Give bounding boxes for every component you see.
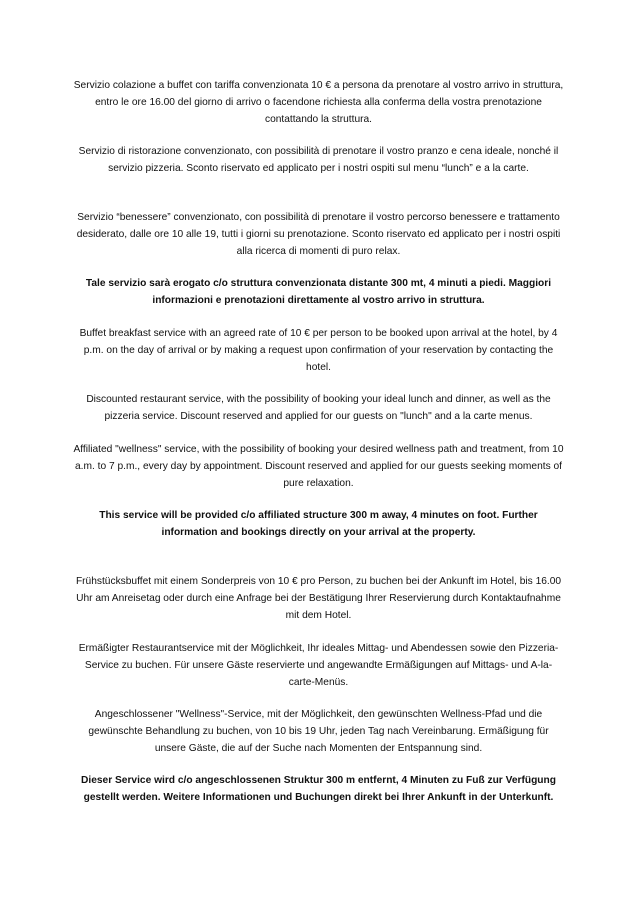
paragraph-it-restaurant: Servizio di ristorazione convenzionato, con possibilità di prenotare il vostro pranzo e cena ideale, nonché il servizio pizzeria. Sconto riservato ed applicato per i nostri ospiti sul menu “lunch” e a la carte. [78, 146, 559, 174]
paragraph-de-notice: Dieser Service wird c/o angeschlossenen Struktur 300 m entfernt, 4 Minuten zu Fuß zur Verfügung gestellt werden. Weitere Informationen und Buchungen direkt bei Ihrer Ankunft in der Unterkunft. [81, 775, 556, 803]
paragraph-de-restaurant: Ermäßigter Restaurantservice mit der Möglichkeit, Ihr ideales Mittag- und Abendessen sowie den Pizzeria-Service zu buchen. Für unsere Gäste reservierte und angewandte Ermäßigungen auf Mittags- und A-la-carte-Menüs. [78, 643, 559, 688]
paragraph-it-wellness: Servizio “benessere” convenzionato, con possibilità di prenotare il vostro percorso benessere e trattamento desiderato, dalle ore 10 alle 19, tutti i giorni su prenotazione. Sconto riservato ed applicato per i nostri ospiti alla ricerca di momenti di puro relax. [76, 212, 561, 257]
paragraph-en-wellness: Affiliated "wellness" service, with the possibility of booking your desired wellness path and treatment, from 10 a.m. to 7 p.m., every day by appointment. Discount reserved and applied for our guests seeking moments of pure relaxation. [73, 444, 564, 489]
paragraph-de-breakfast: Frühstücksbuffet mit einem Sonderpreis von 10 € pro Person, zu buchen bei der Ankunft im Hotel, bis 16.00 Uhr am Anreisetag oder durch eine Anfrage bei der Bestätigung Ihrer Reservierung durch Kontaktaufnahme mit dem Hotel. [75, 576, 562, 621]
paragraph-it-breakfast: Servizio colazione a buffet con tariffa convenzionata 10 € a persona da prenotare al vostro arrivo in struttura, entro le ore 16.00 del giorno di arrivo o facendone richiesta alla conferma della vostra prenotazione contattando la struttura. [73, 80, 564, 125]
paragraph-en-restaurant: Discounted restaurant service, with the possibility of booking your ideal lunch and dinner, as well as the pizzeria service. Discount reserved and applied for our guests on "lunch" and a la carte menus. [86, 394, 551, 422]
paragraph-en-breakfast: Buffet breakfast service with an agreed rate of 10 € per person to be booked upon arrival at the hotel, by 4 p.m. on the day of arrival or by making a request upon confirmation of your reservation by contacting the hotel. [79, 328, 558, 373]
paragraph-en-notice: This service will be provided c/o affiliated structure 300 m away, 4 minutes on foot. Further information and bookings directly on your arrival at the property. [99, 510, 538, 538]
paragraph-de-wellness: Angeschlossener "Wellness"-Service, mit der Möglichkeit, den gewünschten Wellness-Pfad und die gewünschte Behandlung zu buchen, von 10 bis 19 Uhr, jeden Tag nach Vereinbarung. Ermäßigung für unsere Gäste, die auf der Suche nach Momenten der Entspannung sind. [88, 709, 549, 754]
paragraph-it-notice: Tale servizio sarà erogato c/o struttura convenzionata distante 300 mt, 4 minuti a piedi. Maggiori informazioni e prenotazioni direttamente al vostro arrivo in struttura. [85, 278, 552, 306]
